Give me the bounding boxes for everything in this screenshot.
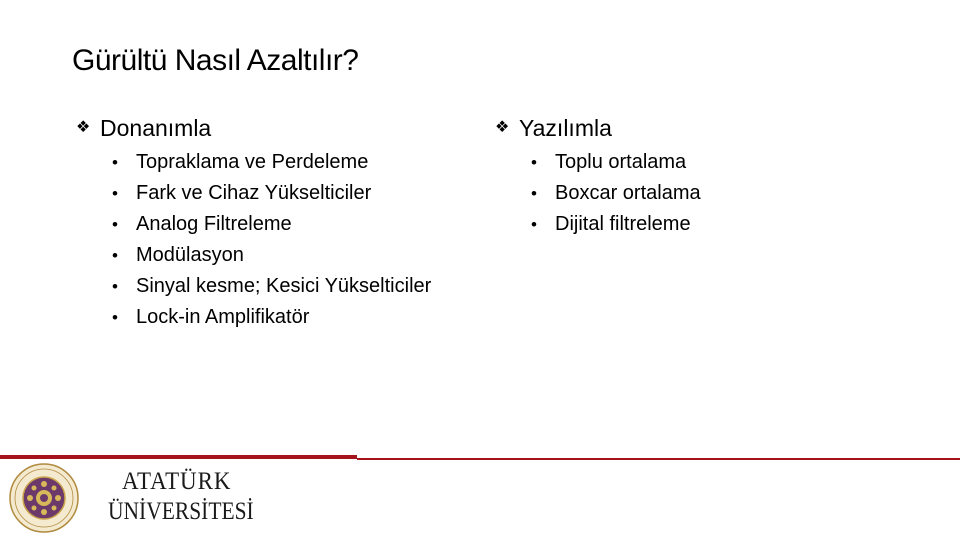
right-column-heading-label: Yazılımla <box>519 115 612 141</box>
wordmark-line-1: ATATÜRK <box>122 468 232 495</box>
left-column-heading <box>76 112 431 144</box>
list-item-label: Sinyal kesme; Kesici Yükselticiler <box>136 275 432 297</box>
right-column-heading <box>495 112 701 144</box>
list-item-label: Topraklama ve Perdeleme <box>136 151 369 173</box>
left-column <box>76 112 431 333</box>
bullet-dot-icon: • <box>531 184 537 203</box>
right-column <box>495 112 701 240</box>
bullet-dot-icon: • <box>112 215 118 234</box>
list-item <box>531 147 701 178</box>
list-item-label: Lock-in Amplifikatör <box>136 306 310 328</box>
list-item <box>531 209 701 240</box>
list-item <box>112 271 431 302</box>
list-item <box>112 240 431 271</box>
bullet-dot-icon: • <box>112 184 118 203</box>
wordmark-line-2: ÜNİVERSİTESİ <box>108 498 254 525</box>
university-wordmark <box>108 466 254 530</box>
bullet-dot-icon: • <box>112 246 118 265</box>
list-item-label: Boxcar ortalama <box>555 182 701 204</box>
diamond-bullet-icon: ❖ <box>495 119 510 136</box>
list-item <box>112 209 431 240</box>
list-item-label: Analog Filtreleme <box>136 213 292 235</box>
bullet-dot-icon: • <box>112 153 118 172</box>
university-seal-icon <box>9 463 79 533</box>
footer-divider-thin <box>357 458 960 460</box>
slide-title: Gürültü Nasıl Azaltılır? <box>72 44 359 77</box>
bullet-dot-icon: • <box>112 277 118 296</box>
bullet-dot-icon: • <box>112 308 118 327</box>
list-item <box>112 302 431 333</box>
bullet-dot-icon: • <box>531 153 537 172</box>
list-item-label: Toplu ortalama <box>555 151 687 173</box>
right-bullet-list <box>495 147 701 240</box>
list-item-label: Modülasyon <box>136 244 244 266</box>
footer-divider-thick <box>0 455 357 459</box>
list-item <box>112 147 431 178</box>
diamond-bullet-icon: ❖ <box>76 119 91 136</box>
left-column-heading-label: Donanımla <box>100 115 212 141</box>
bullet-dot-icon: • <box>531 215 537 234</box>
list-item <box>112 178 431 209</box>
list-item <box>531 178 701 209</box>
list-item-label: Dijital filtreleme <box>555 213 691 235</box>
left-bullet-list <box>76 147 431 333</box>
list-item-label: Fark ve Cihaz Yükselticiler <box>136 182 372 204</box>
